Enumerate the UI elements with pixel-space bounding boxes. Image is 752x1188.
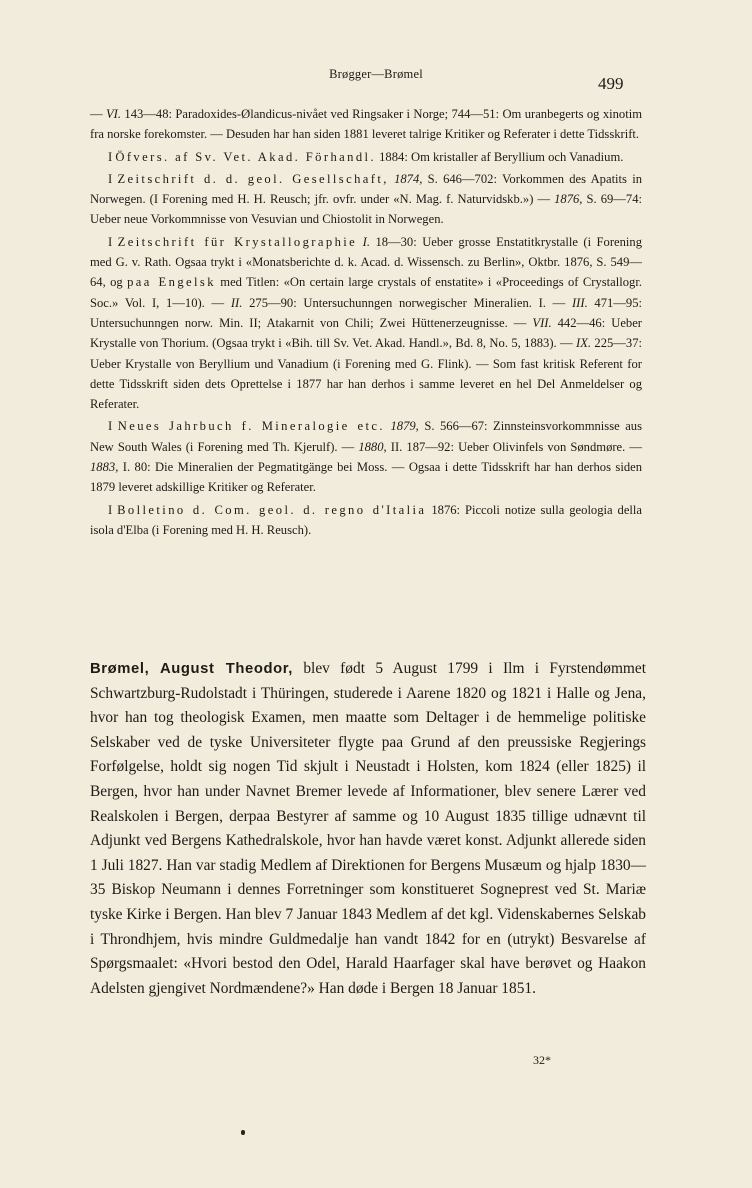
language-note: paa Engelsk bbox=[127, 275, 216, 290]
text-run: 143—48: Paradoxides-Ølandicus-nivået ved Ringsaker i Norge; 744—51: Om uranbegerts og xinotim fra norske forekomster. — Desuden har han siden 1881 leveret talrige Kritiker og Referater i dette Tidsskrift. bbox=[90, 107, 643, 142]
bibliography-entry-vi bbox=[90, 104, 642, 145]
journal-title: Zeitschrift für Krystallographie bbox=[117, 234, 358, 249]
text-run: 1876: Piccoli notize sulla geologia della isola d'Elba (i Forening med H. H. Reusch). bbox=[90, 502, 643, 537]
biography-paragraph bbox=[90, 657, 646, 1001]
text-run: 471—95: Untersuchunngen norw. Min. II; Atakarnit von Chili; Zwei Hüttenerzeugnisse. — bbox=[90, 295, 643, 330]
bibliography-entry-zeitschrift-kryst bbox=[90, 232, 642, 415]
text-run: I bbox=[108, 149, 116, 164]
text-run: 275—90: Untersuchunngen norwegischer Mineralien. I. — bbox=[242, 295, 572, 310]
text-run: med Titlen: «On certain large crystals of enstatite» i «Proceedings of Crystallogr. Soc.» Vol. I, 1—10). — bbox=[90, 275, 642, 310]
volume-ref: IX. bbox=[576, 336, 592, 351]
text-run: 1884: Om kristaller af Beryllium och Vanadium. bbox=[375, 149, 624, 164]
bibliography-entry-neues-jahrbuch bbox=[90, 416, 642, 497]
journal-title: Neues Jahrbuch f. Mineralogie etc. bbox=[117, 419, 385, 434]
bibliography-entry-ofvers bbox=[90, 147, 642, 167]
year-ref: 1874 bbox=[394, 171, 420, 186]
volume-ref: VI. bbox=[105, 107, 122, 121]
journal-title: Bolletino d. Com. geol. d. regno d'Italia bbox=[117, 502, 427, 517]
text-run: 225—37: Ueber Krystalle von Beryllium und Vanadium (i Forening med G. Flink). — Som fast kritisk Referent for dette Tidsskrift siden dets Oprettelse i 1877 har han derhos i samme leveret en hel Del Anmeldelser og Referater. bbox=[90, 336, 642, 412]
text-run: I bbox=[108, 502, 118, 517]
page-number: 499 bbox=[598, 74, 624, 93]
text-run: , S. 566—67: Zinnsteinsvorkommnisse aus New South Wales (i Forening med Th. Kjerulf). — bbox=[90, 419, 642, 454]
volume-ref: III. bbox=[571, 295, 588, 310]
ink-spot bbox=[241, 1130, 245, 1135]
text-run: I bbox=[108, 171, 118, 186]
year-ref: 1876 bbox=[554, 192, 580, 207]
text-run: , S. 646—702: Vorkommen des Apatits in Norwegen. (I Forening med H. H. Reusch; jfr. ovfr. under «N. Mag. f. Naturvidskb.») — bbox=[90, 171, 643, 207]
volume-ref: VII. bbox=[532, 315, 552, 330]
year-ref: 1879 bbox=[390, 419, 416, 434]
journal-title: Zeitschrift d. d. geol. Gesellschaft, bbox=[117, 171, 389, 186]
running-head: Brøgger—Brømel bbox=[329, 67, 423, 81]
text-run: — bbox=[90, 107, 106, 121]
text-run: , II. 187—92: Ueber Olivinfels von Søndmøre. — bbox=[383, 439, 642, 454]
signature-mark: 32* bbox=[533, 1053, 551, 1067]
year-ref: 1880 bbox=[358, 439, 384, 454]
text-run: 442—46: Ueber Krystalle von Thorium. (Ogsaa trykt i «Bih. till Sv. Vet. Akad. Handl.», Bd. 8, No. 5, 1883). — bbox=[90, 315, 642, 351]
volume-ref: II. bbox=[230, 295, 243, 310]
bibliography-entry-bolletino bbox=[90, 500, 642, 541]
text-run: , I. 80: Die Mineralien der Pegmatitgänge bei Moss. — Ogsaa i dette Tidsskrift har han derhos siden 1879 leveret adskillige Kritiker og Referater. bbox=[90, 460, 642, 495]
journal-title: Öfvers. af Sv. Vet. Akad. Förhandl. bbox=[115, 149, 376, 164]
text-run: 18—30: Ueber grosse Enstatitkrystalle (i Forening med G. v. Rath. Ogsaa trykt i «Monatsberichte d. k. Acad. d. Wissensch. zu Berlin», Oktbr. 1876, S. 549—64, og bbox=[90, 234, 643, 290]
text-run: I bbox=[108, 234, 118, 249]
biography-text: blev født 5 August 1799 i Ilm i Fyrstendømmet Schwartzburg-Rudolstadt i Thüringen, studerede i Aarene 1820 og 1821 i Halle og Jena, hvor han tog theologisk Examen, men maatte som Deltager i de hemmelige politiske Selskaber ved de tyske Universiteter flygte paa Grund af den preussiske Regjerings Forfølgelse, holdt sig nogen Tid skjult i Neustadt i Holsten, kom 1824 (eller 1825) il Bergen, hvor han under Navnet Bremer levede af Informationer, blev senere Lærer ved Realskolen i Bergen, derpaa Bestyrer af samme og 10 August 1835 tillige udnævnt til Adjunkt ved Bergens Kathedralskole, hvor han havde været konst. Adjunkt allerede siden 1 Juli 1827. Han var stadig Medlem af Direktionen for Bergens Musæum og hjalp 1830—35 Biskop Neumann i dennes Forretninger som konstitueret Sogneprest ved St. Mariæ tyske Kirke i Bergen. Han blev 7 Januar 1843 Medlem af det kgl. Videnskabernes Selskab i Throndhjem, hvis mindre Guldmedalje han vandt 1842 for en (utrykt) Besvarelse af Spørgsmaalet: «Hvori bestod den Odel, Harald Haarfager skal have berøvet og Haakon Adelsten gjengivet Nordmændene?» Han døde i Bergen 18 Januar 1851. bbox=[90, 660, 646, 997]
biography-section bbox=[90, 657, 646, 1001]
year-ref: 1883 bbox=[90, 460, 116, 475]
bibliography-section bbox=[90, 104, 642, 540]
bibliography-entry-zeitschrift-geol bbox=[90, 169, 642, 230]
text-run: , S. 69—74: Ueber neue Vorkommnisse von Vesuvian und Chiostolit in Norwegen. bbox=[90, 192, 642, 227]
biography-name: Brømel, August Theodor, bbox=[90, 661, 293, 677]
volume-ref: I. bbox=[362, 234, 370, 249]
text-run: I bbox=[108, 419, 118, 434]
